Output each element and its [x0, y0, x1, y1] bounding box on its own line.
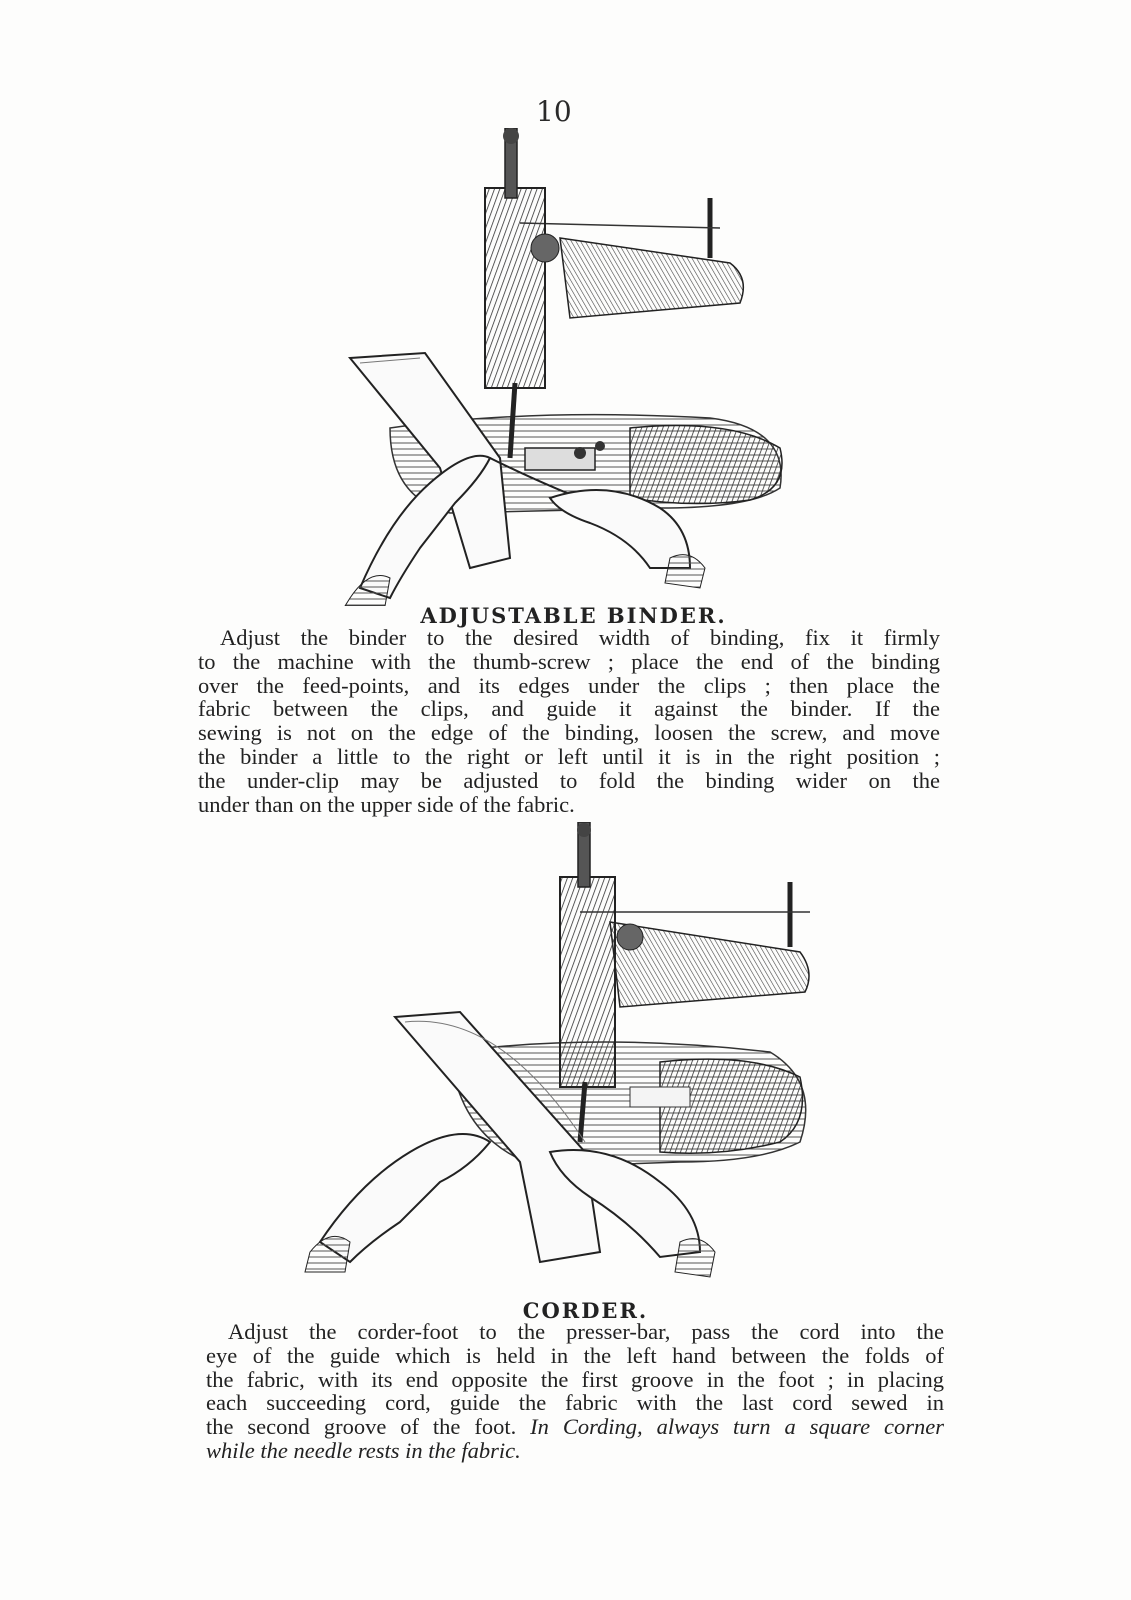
text-line: Adjust the corder-foot to the presser-bar, pass the cord into the	[228, 1319, 944, 1344]
adjustable-binder-illustration	[330, 128, 830, 606]
text-line: the binder a little to the right or left until it is in the right position ;	[198, 743, 940, 769]
text-line: sewing is not on the edge of the binding, loosen the screw, and move	[198, 720, 940, 746]
text-line: over the feed-points, and its edges under the clips ; then place the	[198, 672, 940, 698]
text-line: fabric between the clips, and guide it against the binder. If the	[198, 696, 940, 722]
text-line: under than on the upper side of the fabric.	[198, 791, 575, 817]
corder-instructions	[206, 1320, 944, 1463]
text-line: the fabric, with its end opposite the first groove in the foot ; in placing	[206, 1366, 944, 1392]
corder-illustration	[300, 822, 830, 1292]
text-line-plain: the second groove of the foot.	[206, 1414, 517, 1440]
text-line: the under-clip may be adjusted to fold the binding wider on the	[198, 767, 940, 793]
text-line: Adjust the binder to the desired width of binding, fix it firmly	[220, 625, 940, 650]
adjustable-binder-instructions	[198, 626, 940, 816]
text-line: to the machine with the thumb-screw ; place the end of the binding	[198, 648, 940, 674]
text-line-italic: while the needle rests in the fabric.	[206, 1437, 521, 1463]
text-line: eye of the guide which is held in the left hand between the folds of	[206, 1342, 944, 1368]
page-number: 10	[536, 95, 572, 128]
text-line-italic: In Cording, always turn a square corner	[530, 1414, 944, 1440]
text-line: each succeeding cord, guide the fabric with the last cord sewed in	[206, 1390, 944, 1416]
adjustable-binder-caption: ADJUSTABLE BINDER.	[420, 603, 727, 628]
text-line	[206, 1415, 944, 1439]
corder-caption: CORDER.	[522, 1298, 649, 1323]
